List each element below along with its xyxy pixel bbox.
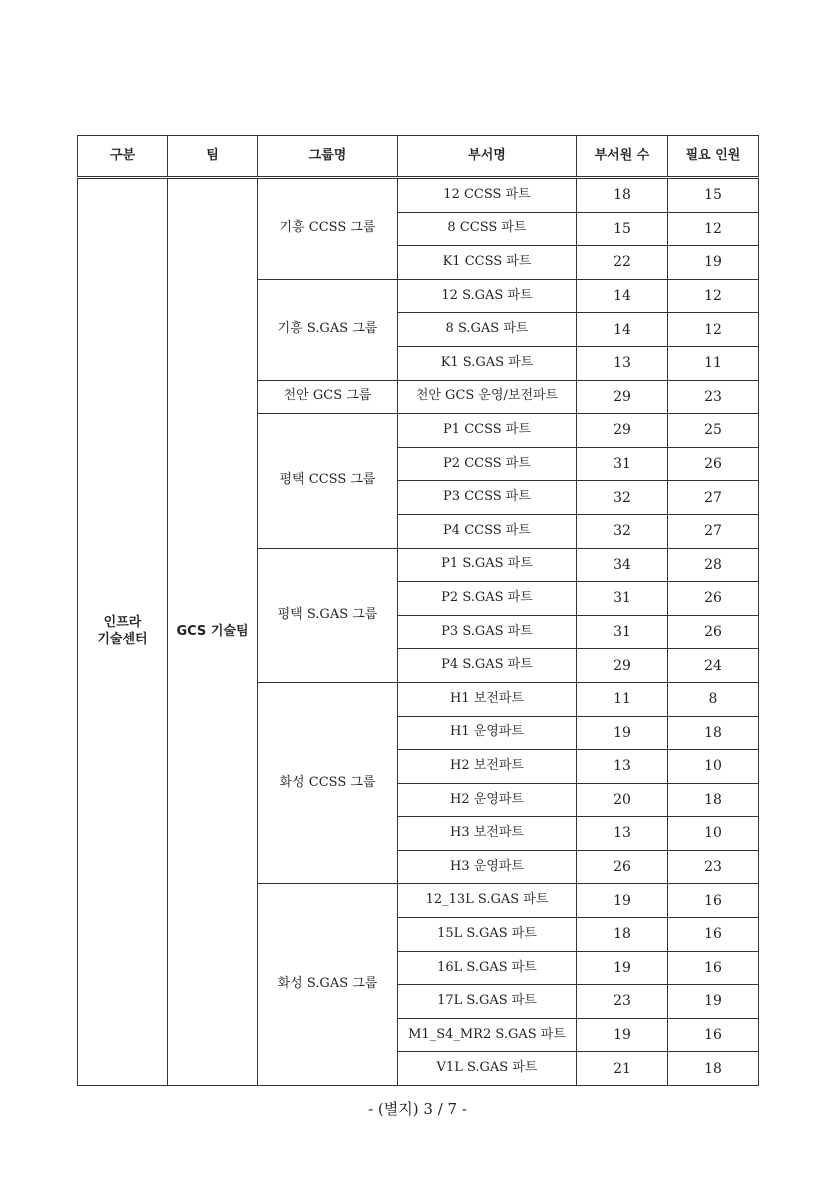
department-cell: 천안 GCS 운영/보전파트 <box>398 380 577 414</box>
required-count-cell: 16 <box>668 1018 759 1052</box>
required-count-cell: 18 <box>668 1052 759 1086</box>
member-count-cell: 19 <box>577 716 668 750</box>
department-cell: P4 S.GAS 파트 <box>398 649 577 683</box>
member-count-cell: 19 <box>577 951 668 985</box>
department-cell: H2 보전파트 <box>398 750 577 784</box>
department-cell: V1L S.GAS 파트 <box>398 1052 577 1086</box>
header-member-count: 부서원 수 <box>577 136 668 178</box>
department-cell: P1 CCSS 파트 <box>398 414 577 448</box>
member-count-cell: 29 <box>577 414 668 448</box>
department-cell: 17L S.GAS 파트 <box>398 985 577 1019</box>
member-count-cell: 32 <box>577 514 668 548</box>
header-required-count: 필요 인원 <box>668 136 759 178</box>
table-body <box>78 178 759 1086</box>
department-cell: H2 운영파트 <box>398 783 577 817</box>
header-division: 구분 <box>78 136 168 178</box>
team-cell: GCS 기술팀 <box>168 178 258 1086</box>
member-count-cell: 31 <box>577 447 668 481</box>
required-count-cell: 26 <box>668 447 759 481</box>
member-count-cell: 11 <box>577 682 668 716</box>
department-cell: P1 S.GAS 파트 <box>398 548 577 582</box>
group-name-cell: 평택 S.GAS 그룹 <box>258 548 398 682</box>
required-count-cell: 25 <box>668 414 759 448</box>
department-cell: P2 S.GAS 파트 <box>398 582 577 616</box>
member-count-cell: 15 <box>577 212 668 246</box>
required-count-cell: 12 <box>668 279 759 313</box>
department-cell: K1 CCSS 파트 <box>398 246 577 280</box>
member-count-cell: 29 <box>577 380 668 414</box>
member-count-cell: 13 <box>577 346 668 380</box>
department-cell: H3 보전파트 <box>398 817 577 851</box>
header-team: 팀 <box>168 136 258 178</box>
required-count-cell: 16 <box>668 951 759 985</box>
member-count-cell: 19 <box>577 884 668 918</box>
department-cell: 15L S.GAS 파트 <box>398 918 577 952</box>
required-count-cell: 8 <box>668 682 759 716</box>
department-cell: 12 S.GAS 파트 <box>398 279 577 313</box>
required-count-cell: 19 <box>668 246 759 280</box>
required-count-cell: 27 <box>668 514 759 548</box>
member-count-cell: 32 <box>577 481 668 515</box>
required-count-cell: 23 <box>668 850 759 884</box>
group-name-cell: 화성 S.GAS 그룹 <box>258 884 398 1086</box>
required-count-cell: 10 <box>668 817 759 851</box>
member-count-cell: 31 <box>577 615 668 649</box>
member-count-cell: 29 <box>577 649 668 683</box>
member-count-cell: 14 <box>577 313 668 347</box>
division-cell: 인프라 기술센터 <box>78 178 168 1086</box>
required-count-cell: 26 <box>668 582 759 616</box>
required-count-cell: 23 <box>668 380 759 414</box>
required-count-cell: 16 <box>668 884 759 918</box>
department-cell: 8 S.GAS 파트 <box>398 313 577 347</box>
group-name-cell: 기흥 S.GAS 그룹 <box>258 279 398 380</box>
member-count-cell: 31 <box>577 582 668 616</box>
member-count-cell: 19 <box>577 1018 668 1052</box>
member-count-cell: 20 <box>577 783 668 817</box>
department-cell: 12 CCSS 파트 <box>398 178 577 213</box>
member-count-cell: 21 <box>577 1052 668 1086</box>
group-name-cell: 평택 CCSS 그룹 <box>258 414 398 548</box>
table-row <box>78 178 759 213</box>
required-count-cell: 15 <box>668 178 759 213</box>
required-count-cell: 18 <box>668 783 759 817</box>
staffing-table <box>77 135 759 1086</box>
department-cell: 12_13L S.GAS 파트 <box>398 884 577 918</box>
department-cell: K1 S.GAS 파트 <box>398 346 577 380</box>
member-count-cell: 22 <box>577 246 668 280</box>
department-cell: M1_S4_MR2 S.GAS 파트 <box>398 1018 577 1052</box>
member-count-cell: 18 <box>577 178 668 213</box>
page-footer: - (별지) 3 / 7 - <box>368 1100 467 1118</box>
header-department: 부서명 <box>398 136 577 178</box>
department-cell: H1 운영파트 <box>398 716 577 750</box>
group-name-cell: 화성 CCSS 그룹 <box>258 682 398 884</box>
member-count-cell: 23 <box>577 985 668 1019</box>
required-count-cell: 11 <box>668 346 759 380</box>
member-count-cell: 13 <box>577 750 668 784</box>
required-count-cell: 18 <box>668 716 759 750</box>
required-count-cell: 28 <box>668 548 759 582</box>
department-cell: H3 운영파트 <box>398 850 577 884</box>
group-name-cell: 천안 GCS 그룹 <box>258 380 398 414</box>
required-count-cell: 12 <box>668 313 759 347</box>
required-count-cell: 12 <box>668 212 759 246</box>
department-cell: P2 CCSS 파트 <box>398 447 577 481</box>
member-count-cell: 34 <box>577 548 668 582</box>
department-cell: P3 S.GAS 파트 <box>398 615 577 649</box>
department-cell: 16L S.GAS 파트 <box>398 951 577 985</box>
required-count-cell: 16 <box>668 918 759 952</box>
required-count-cell: 10 <box>668 750 759 784</box>
required-count-cell: 26 <box>668 615 759 649</box>
group-name-cell: 기흥 CCSS 그룹 <box>258 178 398 280</box>
member-count-cell: 14 <box>577 279 668 313</box>
header-group: 그룹명 <box>258 136 398 178</box>
member-count-cell: 18 <box>577 918 668 952</box>
department-cell: 8 CCSS 파트 <box>398 212 577 246</box>
required-count-cell: 27 <box>668 481 759 515</box>
department-cell: P4 CCSS 파트 <box>398 514 577 548</box>
required-count-cell: 19 <box>668 985 759 1019</box>
header-row <box>78 136 759 178</box>
department-cell: P3 CCSS 파트 <box>398 481 577 515</box>
required-count-cell: 24 <box>668 649 759 683</box>
department-cell: H1 보전파트 <box>398 682 577 716</box>
member-count-cell: 26 <box>577 850 668 884</box>
member-count-cell: 13 <box>577 817 668 851</box>
